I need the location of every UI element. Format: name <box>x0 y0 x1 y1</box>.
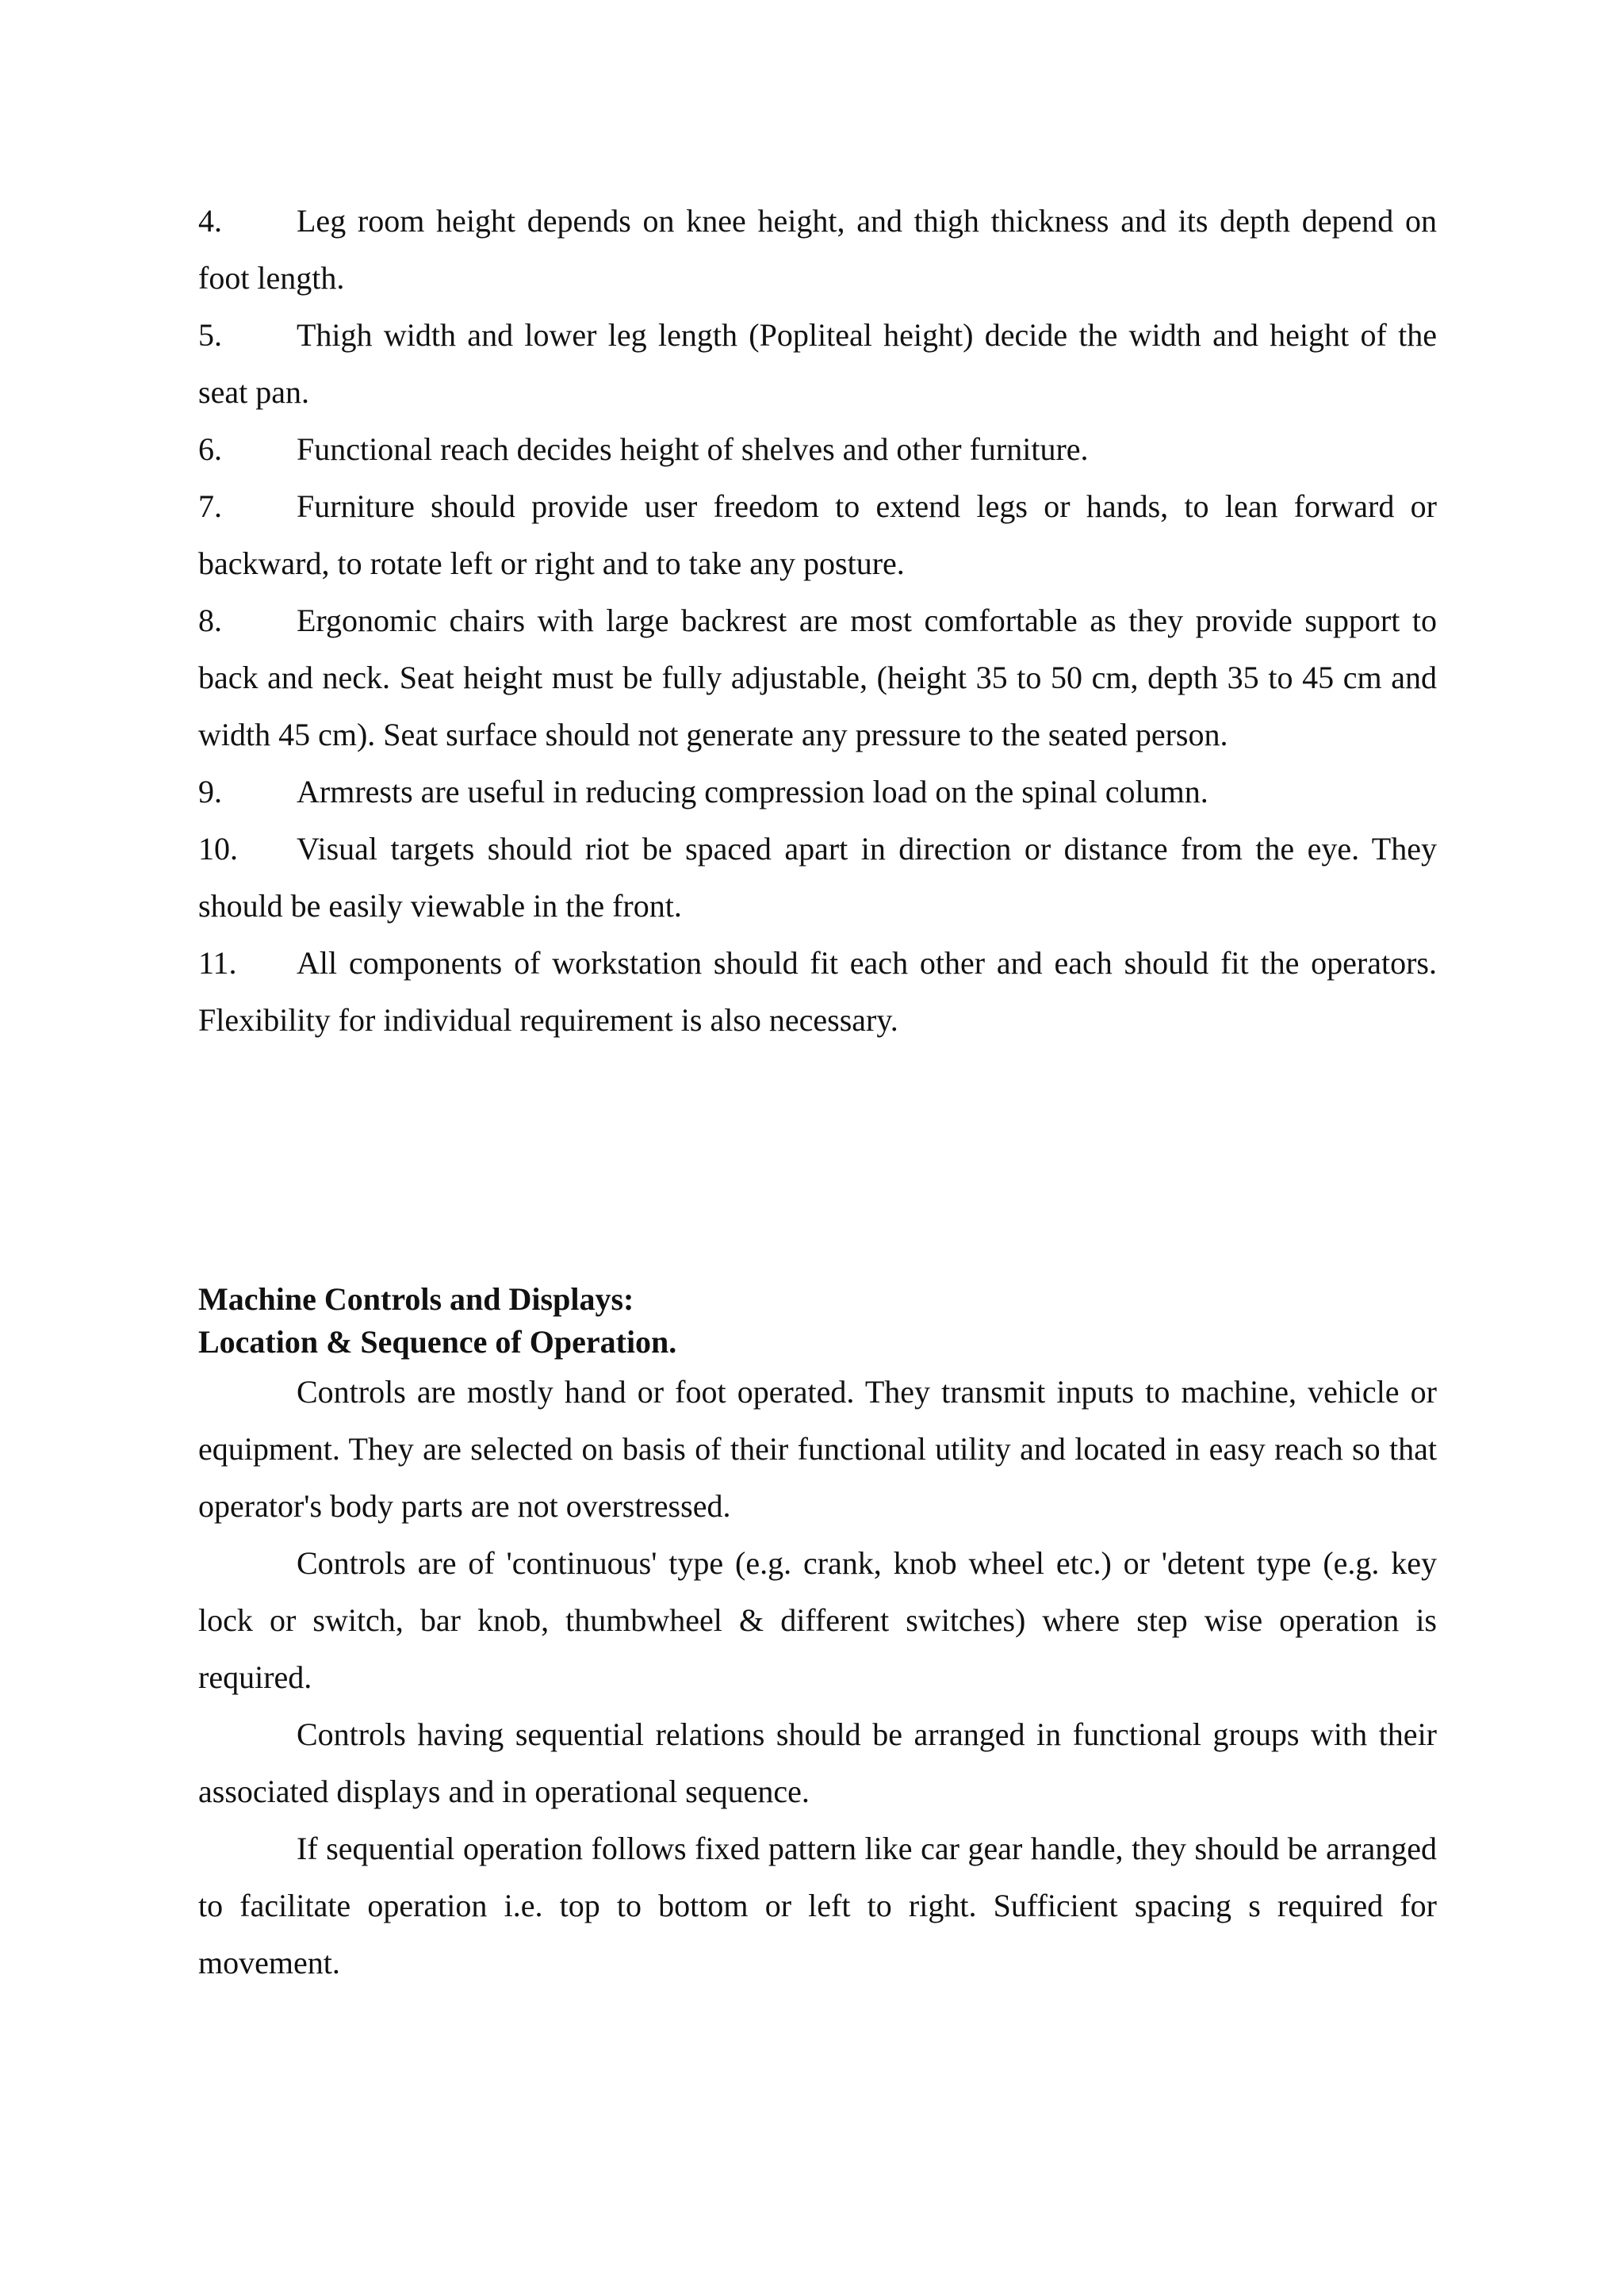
list-item-number: 8. <box>198 603 222 638</box>
section-subheading: Location & Sequence of Operation. <box>198 1324 677 1360</box>
body-paragraph: Controls are mostly hand or foot operated. They transmit inputs to machine, vehicle or equipment. They are selected on basis of their functional utility and located in easy reach so that operator's body parts are not overstressed. <box>198 1374 1437 1524</box>
list-item-text: All components of workstation should fit each other and each should fit the operators. Flexibility for individual requirement is also necessary. <box>198 945 1437 1038</box>
list-item <box>198 193 1437 307</box>
list-item <box>198 478 1437 592</box>
list-item-number: 7. <box>198 488 222 524</box>
list-item-number: 4. <box>198 203 222 239</box>
body-paragraph: Controls are of 'continuous' type (e.g. crank, knob wheel etc.) or 'detent type (e.g. key lock or switch, bar knob, thumbwheel & different switches) where step wise operation is required. <box>198 1545 1437 1695</box>
list-item-text: Armrests are useful in reducing compression load on the spinal column. <box>297 774 1208 809</box>
list-item-text: Visual targets should riot be spaced apart in direction or distance from the eye. They should be easily viewable in the front. <box>198 831 1437 924</box>
section-heading: Machine Controls and Displays: <box>198 1281 634 1317</box>
body-paragraph: Controls having sequential relations should be arranged in functional groups with their associated displays and in operational sequence. <box>198 1716 1437 1809</box>
list-item-text: Leg room height depends on knee height, and thigh thickness and its depth depend on foot length. <box>198 203 1437 296</box>
list-item <box>198 421 1437 478</box>
list-item <box>198 821 1437 935</box>
body-paragraph: If sequential operation follows fixed pattern like car gear handle, they should be arranged to facilitate operation i.e. top to bottom or left to right. Sufficient spacing s required for movement. <box>198 1831 1437 1980</box>
list-item <box>198 307 1437 421</box>
list-item-text: Furniture should provide user freedom to extend legs or hands, to lean forward or backward, to rotate left or right and to take any posture. <box>198 488 1437 581</box>
list-item-number: 9. <box>198 774 222 809</box>
list-item-text: Ergonomic chairs with large backrest are most comfortable as they provide support to back and neck. Seat height must be fully adjustable, (height 35 to 50 cm, depth 35 to 45 cm and width 45 cm). Seat surface should not generate any pressure to the seated person. <box>198 603 1437 752</box>
list-item-number: 5. <box>198 317 222 353</box>
document-page <box>198 0 1437 2296</box>
list-item <box>198 592 1437 763</box>
machine-controls-section <box>198 1278 1437 1992</box>
list-item-text: Thigh width and lower leg length (Popliteal height) decide the width and height of the seat pan. <box>198 317 1437 410</box>
list-item-text: Functional reach decides height of shelves and other furniture. <box>297 431 1089 467</box>
list-item <box>198 935 1437 1049</box>
list-item-number: 6. <box>198 431 222 467</box>
list-item <box>198 763 1437 821</box>
list-item-number: 10. <box>198 831 238 867</box>
list-item-number: 11. <box>198 945 237 981</box>
numbered-list <box>198 193 1437 1049</box>
